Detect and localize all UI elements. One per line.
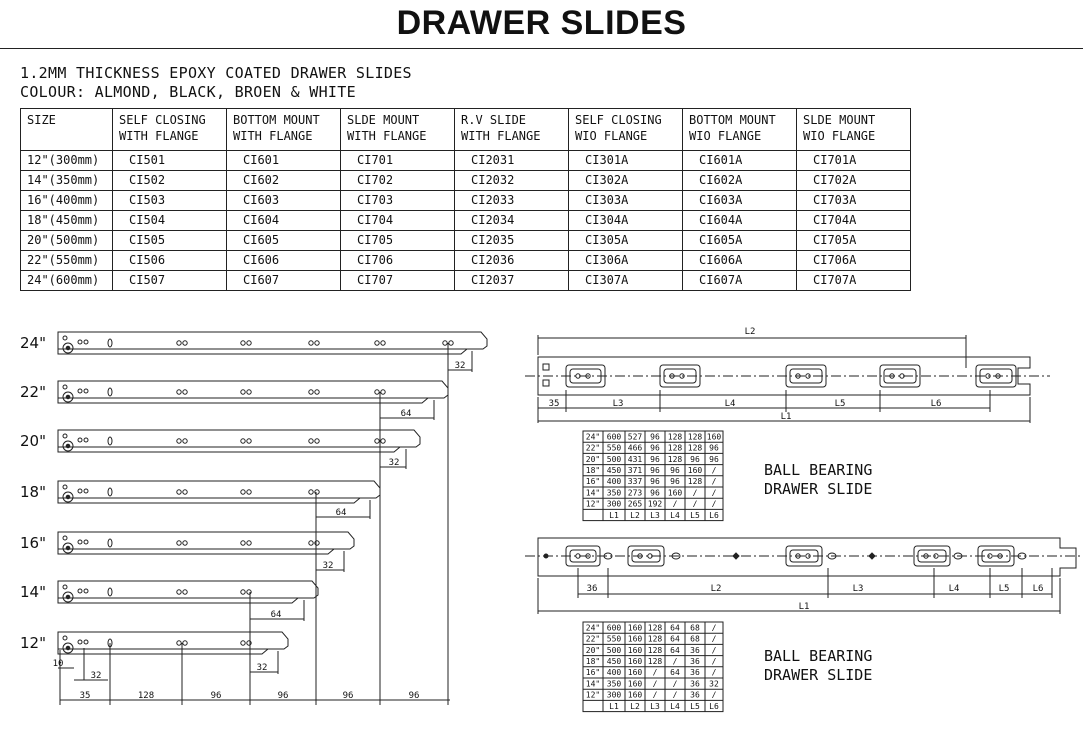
- table-header-text: BOTTOM MOUNT: [689, 113, 776, 127]
- small-table-cell: 431: [627, 454, 643, 464]
- small-table-cell: 160: [627, 679, 643, 689]
- small-table-cell: 160: [627, 623, 643, 633]
- bb2-l3-label: L3: [852, 584, 864, 594]
- small-table-cell: 350: [606, 679, 622, 689]
- small-table-cell: /: [672, 679, 678, 689]
- product-code-cell: CI305A: [569, 231, 683, 251]
- product-code-cell: CI601: [227, 151, 341, 171]
- small-table-cell: L4: [670, 510, 680, 520]
- bb2-label: [764, 647, 872, 685]
- small-table-cell: 500: [606, 645, 622, 655]
- bottom-dimension-value: 96: [210, 691, 222, 701]
- small-table-cell: /: [711, 657, 717, 666]
- bb1-l3-label: L3: [612, 399, 624, 409]
- table-header-text: SIZE: [27, 113, 56, 127]
- small-table-cell: 350: [606, 488, 622, 498]
- small-table-cell: L5: [690, 701, 700, 711]
- small-table-cell: 64: [670, 634, 680, 644]
- small-table-cell: 36: [690, 668, 700, 678]
- table-header-text: SLDE MOUNT: [803, 113, 876, 127]
- small-table-cell: 22": [585, 443, 601, 453]
- small-table-cell: 550: [606, 443, 622, 453]
- size-cell: 22"(550mm): [21, 251, 113, 271]
- product-code-cell: CI703A: [797, 191, 911, 211]
- bb2-l2-label: L2: [710, 584, 722, 594]
- small-table-cell: 12": [585, 690, 601, 700]
- product-code-cell: CI304A: [569, 211, 683, 231]
- bb1-l2-label: L2: [744, 327, 756, 337]
- bb2-l1-label: L1: [798, 602, 810, 612]
- product-code-cell: CI306A: [569, 251, 683, 271]
- small-table-cell: 128: [667, 432, 683, 442]
- table-header-text: SELF CLOSING: [575, 113, 662, 127]
- small-table-cell: 96: [650, 466, 660, 475]
- slide-dimension-value: 32: [322, 561, 334, 571]
- small-table-cell: 96: [650, 432, 660, 442]
- small-table-cell: 160: [627, 657, 643, 666]
- bb1-square-hole: [543, 380, 549, 386]
- small-table-cell: /: [672, 690, 678, 700]
- small-table-cell: 24": [585, 623, 601, 633]
- small-table-cell: 128: [687, 443, 703, 453]
- small-table-cell: 36: [690, 645, 700, 655]
- slide-size-label: 22": [20, 383, 46, 401]
- small-table-cell: L1: [609, 701, 619, 711]
- small-table-cell: 160: [627, 690, 643, 700]
- product-code-cell: CI302A: [569, 171, 683, 191]
- product-code-cell: CI501: [113, 151, 227, 171]
- small-table-cell: 128: [647, 634, 663, 644]
- bb1-square-hole: [543, 364, 549, 370]
- bb2-label-line1: BALL BEARING: [764, 647, 873, 665]
- product-code-cell: CI707: [341, 271, 455, 291]
- small-table-cell: /: [672, 657, 678, 666]
- slide-size-label: 12": [20, 634, 46, 652]
- small-table-cell: 160: [687, 466, 703, 475]
- page-title: DRAWER SLIDES: [396, 4, 687, 42]
- dimension-value: 32: [90, 671, 102, 681]
- product-code-cell: CI505: [113, 231, 227, 251]
- small-table-cell: 96: [650, 443, 660, 453]
- bb2-pin-hole: [544, 554, 548, 558]
- small-table-cell: 300: [606, 690, 622, 700]
- slide-size-label: 18": [20, 483, 46, 501]
- small-table-cell: 600: [606, 432, 622, 442]
- product-code-cell: CI606: [227, 251, 341, 271]
- table-header-text: WITH FLANGE: [233, 129, 313, 143]
- product-code-cell: CI601A: [683, 151, 797, 171]
- small-table-cell: 32: [709, 679, 719, 689]
- product-code-cell: CI603A: [683, 191, 797, 211]
- bb2-diamond-hole: [869, 553, 875, 559]
- small-table-cell: 300: [606, 499, 622, 509]
- product-code-cell: CI607: [227, 271, 341, 291]
- small-table-cell: /: [711, 488, 717, 498]
- product-code-cell: CI2034: [455, 211, 569, 231]
- small-table-cell: 600: [606, 623, 622, 633]
- size-cell: 24"(600mm): [21, 271, 113, 291]
- product-code-cell: CI703: [341, 191, 455, 211]
- bb1-35-label: 35: [548, 399, 560, 409]
- product-code-cell: CI2037: [455, 271, 569, 291]
- small-table-cell: 128: [667, 443, 683, 453]
- table-header-text: R.V SLIDE: [461, 113, 527, 127]
- small-table-cell: 96: [650, 477, 660, 487]
- size-cell: 12"(300mm): [21, 151, 113, 171]
- bb1-l1-label: L1: [780, 412, 792, 422]
- bb2-l4-label: L4: [948, 584, 960, 594]
- small-table-cell: 36: [690, 690, 700, 700]
- small-table-cell: /: [711, 690, 717, 700]
- small-table-cell: 96: [670, 466, 680, 475]
- product-code-cell: CI702: [341, 171, 455, 191]
- product-code-cell: CI2032: [455, 171, 569, 191]
- small-table-cell: 371: [627, 466, 643, 475]
- product-code-cell: CI301A: [569, 151, 683, 171]
- product-code-cell: CI605A: [683, 231, 797, 251]
- small-table-cell: 400: [606, 668, 622, 678]
- small-table-cell: 96: [650, 488, 660, 498]
- bb2-label-line2: DRAWER SLIDE: [764, 666, 873, 684]
- product-code-cell: CI604A: [683, 211, 797, 231]
- small-table-cell: 16": [585, 668, 601, 678]
- dimension-value: 10: [52, 659, 64, 669]
- product-code-cell: CI506: [113, 251, 227, 271]
- table-header-text: WIO FLANGE: [689, 129, 762, 143]
- small-table-cell: /: [692, 499, 698, 509]
- small-table-cell: 20": [585, 645, 601, 655]
- small-table-cell: 450: [606, 466, 622, 475]
- bb2-slide-body: [538, 538, 1076, 576]
- small-table-cell: 96: [650, 454, 660, 464]
- product-code-cell: CI602: [227, 171, 341, 191]
- small-table-cell: 24": [585, 432, 601, 442]
- small-table-cell: /: [711, 668, 717, 678]
- product-code-cell: CI504: [113, 211, 227, 231]
- small-table-cell: 550: [606, 634, 622, 644]
- small-table-cell: 12": [585, 499, 601, 509]
- small-table-cell: 36: [690, 657, 700, 666]
- product-code-cell: CI2036: [455, 251, 569, 271]
- product-code-cell: CI303A: [569, 191, 683, 211]
- size-cell: 16"(400mm): [21, 191, 113, 211]
- small-table-cell: 400: [606, 477, 622, 487]
- small-table-cell: 527: [627, 432, 643, 442]
- small-table-cell: 96: [690, 454, 700, 464]
- small-table-cell: L3: [650, 701, 660, 711]
- table-header-text: BOTTOM MOUNT: [233, 113, 320, 127]
- small-table-cell: 96: [670, 477, 680, 487]
- small-table-cell: 64: [670, 623, 680, 633]
- product-code-cell: CI307A: [569, 271, 683, 291]
- small-table-cell: L6: [709, 510, 719, 520]
- size-cell: 14"(350mm): [21, 171, 113, 191]
- product-code-cell: CI707A: [797, 271, 911, 291]
- slide-dimension-value: 32: [454, 361, 466, 371]
- small-table-cell: 20": [585, 454, 601, 464]
- small-table-cell: /: [672, 499, 678, 509]
- small-table-cell: /: [652, 690, 658, 700]
- slide-size-label: 14": [20, 583, 46, 601]
- product-code-cell: CI701: [341, 151, 455, 171]
- product-code-cell: CI605: [227, 231, 341, 251]
- bb1-l5-label: L5: [834, 399, 846, 409]
- table-header-text: WITH FLANGE: [347, 129, 427, 143]
- small-table-cell: 273: [627, 488, 643, 498]
- small-table-cell: 128: [647, 645, 663, 655]
- small-table-cell: 22": [585, 634, 601, 644]
- small-table-cell: L2: [630, 510, 640, 520]
- bb2-l6-label: L6: [1032, 584, 1044, 594]
- slide-dimension-value: 64: [270, 610, 282, 620]
- bottom-dimension-value: 128: [137, 691, 155, 701]
- bb1-label: [764, 461, 872, 499]
- product-code-cell: CI704: [341, 211, 455, 231]
- product-code-cell: CI604: [227, 211, 341, 231]
- product-code-cell: CI706: [341, 251, 455, 271]
- small-table-cell: /: [692, 488, 698, 498]
- small-table-cell: 14": [585, 488, 601, 498]
- bb1-label-line2: DRAWER SLIDE: [764, 480, 873, 498]
- small-table-cell: L3: [650, 510, 660, 520]
- small-table-cell: 96: [709, 454, 719, 464]
- small-table-cell: 160: [667, 488, 683, 498]
- table-header-text: WITH FLANGE: [119, 129, 199, 143]
- small-table-cell: 128: [687, 432, 703, 442]
- product-code-cell: CI706A: [797, 251, 911, 271]
- small-table-cell: /: [711, 477, 717, 487]
- small-table-cell: 128: [687, 477, 703, 487]
- slide-dimension-value: 64: [335, 508, 347, 518]
- bb1-l4-label: L4: [724, 399, 736, 409]
- table-header-text: SLDE MOUNT: [347, 113, 420, 127]
- small-table-cell: 36: [690, 679, 700, 689]
- product-code-cell: CI503: [113, 191, 227, 211]
- product-code-cell: CI704A: [797, 211, 911, 231]
- product-code-cell: CI602A: [683, 171, 797, 191]
- product-code-cell: CI507: [113, 271, 227, 291]
- small-table-cell: /: [711, 466, 717, 475]
- small-table-cell: 64: [670, 645, 680, 655]
- product-code-cell: CI702A: [797, 171, 911, 191]
- table-header-text: WIO FLANGE: [803, 129, 876, 143]
- product-code-cell: CI705: [341, 231, 455, 251]
- bottom-dimension-value: 96: [342, 691, 354, 701]
- small-table-cell: 68: [690, 623, 700, 633]
- small-table-cell: 160: [627, 668, 643, 678]
- small-table-cell: /: [711, 634, 717, 644]
- small-table-cell: 192: [647, 499, 663, 509]
- small-table-cell: 160: [627, 634, 643, 644]
- bottom-dimension-value: 96: [277, 691, 289, 701]
- small-table-cell: /: [711, 499, 717, 509]
- small-table-cell: 265: [627, 499, 643, 509]
- small-table-cell: 18": [585, 466, 601, 475]
- table-header-text: WITH FLANGE: [461, 129, 541, 143]
- small-table-cell: L6: [709, 701, 719, 711]
- bottom-dimension-value: 35: [79, 691, 91, 701]
- product-code-cell: CI705A: [797, 231, 911, 251]
- bb1-label-line1: BALL BEARING: [764, 461, 873, 479]
- small-table-cell: L5: [690, 510, 700, 520]
- small-table-cell: 466: [627, 443, 643, 453]
- table-header-text: WIO FLANGE: [575, 129, 648, 143]
- slide-dimension-value: 32: [388, 458, 400, 468]
- bottom-dimension-value: 96: [408, 691, 420, 701]
- small-table-cell: 160: [706, 432, 722, 442]
- slide-dimension-value: 64: [400, 409, 412, 419]
- product-code-cell: CI607A: [683, 271, 797, 291]
- product-code-cell: CI603: [227, 191, 341, 211]
- small-table-cell: 500: [606, 454, 622, 464]
- size-cell: 20"(500mm): [21, 231, 113, 251]
- small-table-cell: 18": [585, 657, 601, 666]
- subtitle-colour: COLOUR: ALMOND, BLACK, BROEN & WHITE: [20, 83, 356, 101]
- small-table-cell: 68: [690, 634, 700, 644]
- small-table-cell: 14": [585, 679, 601, 689]
- subtitle-thickness: 1.2MM THICKNESS EPOXY COATED DRAWER SLIDES: [20, 64, 412, 82]
- small-table-cell: 96: [709, 443, 719, 453]
- slide-size-label: 16": [20, 534, 46, 552]
- small-table-cell: 64: [670, 668, 680, 678]
- product-code-cell: CI701A: [797, 151, 911, 171]
- bb2-diamond-hole: [733, 553, 739, 559]
- small-table-cell: L1: [609, 510, 619, 520]
- small-table-cell: 16": [585, 477, 601, 487]
- small-table-cell: /: [652, 668, 658, 678]
- small-table-cell: 160: [627, 645, 643, 655]
- bb2-36-label: 36: [586, 584, 598, 594]
- product-code-cell: CI606A: [683, 251, 797, 271]
- slide-size-label: 20": [20, 432, 46, 450]
- small-table-cell: 337: [627, 477, 643, 487]
- product-code-cell: CI2031: [455, 151, 569, 171]
- small-table-cell: 128: [667, 454, 683, 464]
- table-header-text: SELF CLOSING: [119, 113, 206, 127]
- product-code-cell: CI2033: [455, 191, 569, 211]
- small-table-cell: /: [711, 645, 717, 655]
- size-cell: 18"(450mm): [21, 211, 113, 231]
- slide-size-label: 24": [20, 334, 46, 352]
- small-table-cell: /: [652, 679, 658, 689]
- product-code-cell: CI502: [113, 171, 227, 191]
- slide-dimension-value: 32: [256, 663, 268, 673]
- small-table-cell: 128: [647, 657, 663, 666]
- small-table-cell: 450: [606, 657, 622, 666]
- bb2-l5-label: L5: [998, 584, 1010, 594]
- small-table-cell: /: [711, 623, 717, 633]
- small-table-cell: L2: [630, 701, 640, 711]
- product-code-cell: CI2035: [455, 231, 569, 251]
- bb1-l6-label: L6: [930, 399, 942, 409]
- small-table-cell: 128: [647, 623, 663, 633]
- small-table-cell: L4: [670, 701, 680, 711]
